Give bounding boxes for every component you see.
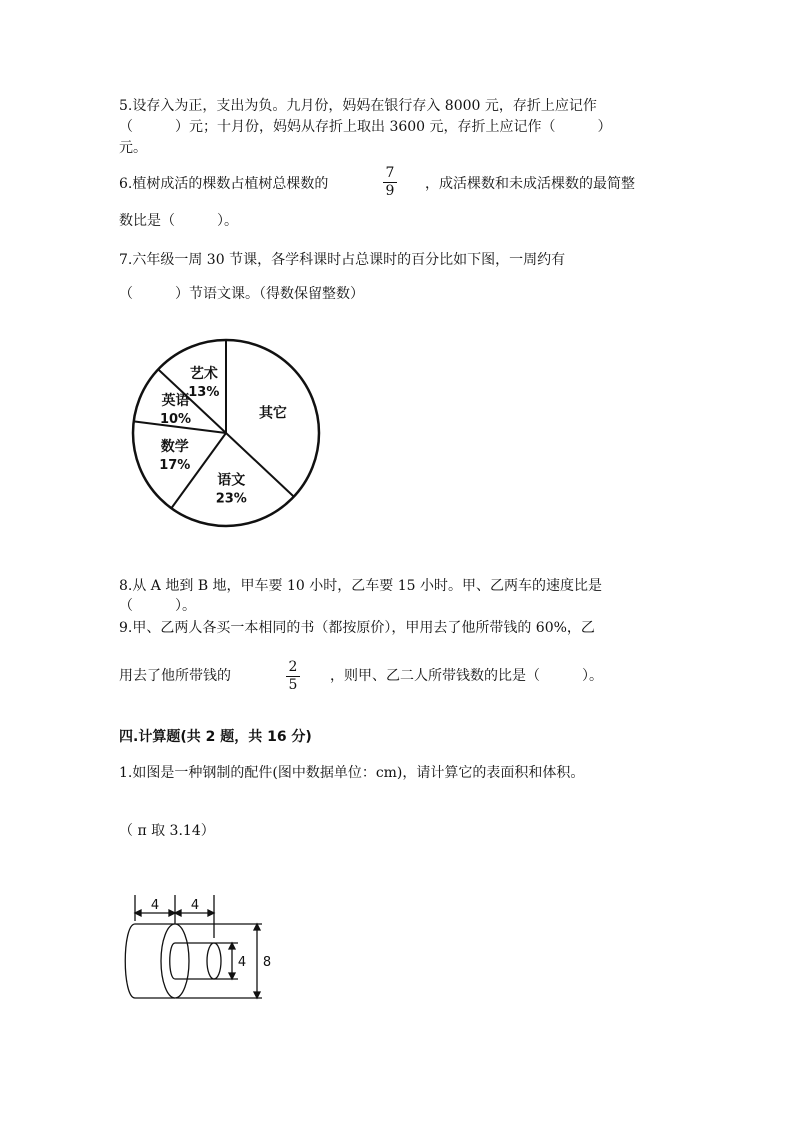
section-title: 四.计算题(共 2 题，共 16 分) bbox=[119, 729, 312, 745]
q9-frac-den: 5 bbox=[288, 677, 298, 693]
c1-line2: （ π 取 3.14） bbox=[119, 823, 215, 839]
pie-slice-percent: 13% bbox=[188, 384, 220, 400]
dim-label-inner: 4 bbox=[237, 955, 247, 970]
q5-line2: （ ）元；十月份，妈妈从存折上取出 3600 元，存折上应记作（ ） bbox=[119, 119, 612, 135]
q5-line3: 元。 bbox=[119, 140, 147, 156]
pie-slice-percent: 23% bbox=[215, 491, 247, 507]
c1-line1: 1.如图是一种钢制的配件(图中数据单位：cm)，请计算它的表面积和体积。 bbox=[119, 765, 585, 781]
q8-line2: （ ）。 bbox=[119, 598, 196, 614]
q9-fraction bbox=[286, 660, 300, 693]
q8-line1: 8.从 A 地到 B 地，甲车要 10 小时，乙车要 15 小时。甲、乙两车的速度比是 bbox=[119, 578, 602, 594]
arrowhead bbox=[175, 910, 181, 916]
q5-line1: 5.设存入为正，支出为负。九月份，妈妈在银行存入 8000 元，存折上应记作 bbox=[119, 98, 597, 114]
dim-label-right: 4 bbox=[190, 898, 200, 913]
pie-slice-label: 英语 bbox=[161, 393, 190, 410]
q9-prefix: 用去了他所带钱的 bbox=[119, 668, 231, 684]
pie-slice-label: 数学 bbox=[160, 439, 189, 456]
arrowhead bbox=[254, 992, 260, 998]
q7-line1: 7.六年级一周 30 节课，各学科课时占总课时的百分比如下图，一周约有 bbox=[119, 252, 566, 268]
pie-chart bbox=[120, 330, 330, 530]
arrowhead bbox=[208, 910, 214, 916]
dim-label-left: 4 bbox=[150, 898, 160, 913]
dim-label-outer: 8 bbox=[262, 955, 272, 970]
pie-slice-percent: 17% bbox=[159, 458, 191, 474]
q6-frac-den: 9 bbox=[385, 183, 395, 199]
q6-frac-num: 7 bbox=[385, 165, 395, 181]
q6-line2: 数比是（ ）。 bbox=[119, 213, 238, 229]
large-cylinder-face bbox=[161, 924, 189, 998]
steel-part-figure bbox=[118, 893, 278, 1008]
q9-suffix: ，则甲、乙二人所带钱数的比是（ ）。 bbox=[330, 668, 603, 684]
q9-line1: 9.甲、乙两人各买一本相同的书（都按原价），甲用去了他所带钱的 60%，乙 bbox=[119, 620, 595, 636]
pie-slice-percent: 10% bbox=[159, 412, 192, 428]
pie-slice-label: 其它 bbox=[258, 405, 287, 422]
large-cylinder-left-cap bbox=[125, 924, 135, 998]
pie-slice-label: 语文 bbox=[217, 472, 246, 489]
arrowhead bbox=[229, 973, 235, 979]
pie-slice-label: 艺术 bbox=[189, 365, 218, 382]
arrowhead bbox=[135, 910, 141, 916]
small-cylinder-face bbox=[207, 943, 221, 979]
q7-line2: （ ）节语文课。（得数保留整数） bbox=[119, 286, 364, 302]
arrowhead bbox=[229, 943, 235, 949]
q9-frac-num: 2 bbox=[288, 659, 298, 675]
q6-suffix: ，成活棵数和未成活棵数的最简整 bbox=[425, 176, 635, 192]
arrowhead bbox=[254, 924, 260, 930]
q6-fraction bbox=[383, 166, 397, 199]
q6-prefix: 6.植树成活的棵数占植树总棵数的 bbox=[119, 176, 329, 192]
